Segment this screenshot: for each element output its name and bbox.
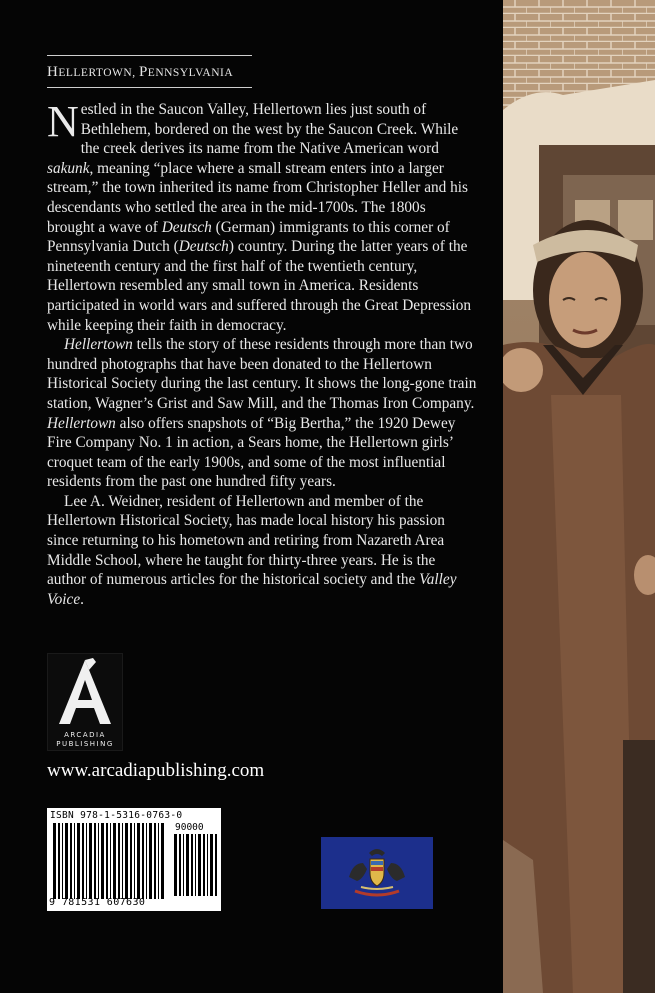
top-rule [47, 55, 252, 56]
barcode-digits: 9 781531 607630 [49, 897, 146, 908]
logo-line-1: ARCADIA [64, 731, 106, 739]
isbn-text: ISBN 978-1-5316-0763-0 [50, 810, 183, 821]
pennsylvania-flag [321, 837, 433, 909]
bottom-rule [47, 87, 252, 88]
website-link[interactable]: www.arcadiapublishing.com [47, 760, 265, 781]
cover-photo [503, 0, 655, 993]
description [47, 97, 477, 609]
price-code: 90000 [175, 822, 204, 833]
addon-barcode-bars [174, 834, 218, 896]
arcadia-a-icon [48, 654, 122, 728]
paragraph-1: Nestled in the Saucon Valley, Hellertown lies just south of Bethlehem, bordered on the west by the Saucon Creek. While the creek derives its name from the Native American word sakunk, meaning “place where a small stream enters into a larger stream,” the town inherited its name from Christopher Heller and his descendants who settled the area in the mid-1700s. The 1800s brought a wave of Deutsch (German) immigrants to this corner of Pennsylvania Dutch (Deutsch) country. During the latter years of the nineteenth century and the first half of the twentieth century, Hellertown resembled any small town in America. Residents participated in world wars and suffered through the Great Depression while keeping their faith in democracy. [47, 97, 472, 334]
isbn-barcode [47, 808, 221, 911]
logo-line-2: PUBLISHING [56, 740, 114, 748]
drop-cap: N [47, 97, 79, 146]
paragraph-3: Lee A. Weidner, resident of Hellertown and member of the Hellertown Historical Society, has made local history his passion since returning to his hometown and retiring from Nazareth Area Middle School, where he taught for thirty-three years. He is the author of numerous articles for the historical society and the Valley Voice. [47, 492, 457, 608]
paragraph-2: Hellertown tells the story of these residents through more than two hundred photographs that have been donated to the Hellertown Historical Society during the last century. It shows the long-gone train station, Wagner’s Grist and Saw Mill, and the Thomas Iron Company. Hellertown also offers snapshots of “Big Bertha,” the 1920 Dewey Fire Company No. 1 in action, a Sears home, the Hellertown girls’ croquet team of the early 1900s, and some of the most influential residents from the past one hundred fifty years. [47, 336, 477, 491]
pennsylvania-coat-of-arms-icon [321, 837, 433, 909]
arcadia-logo [47, 653, 123, 751]
barcode-bars [53, 823, 168, 899]
series-title: HELLERTOWN, PENNSYLVANIA [47, 64, 234, 80]
